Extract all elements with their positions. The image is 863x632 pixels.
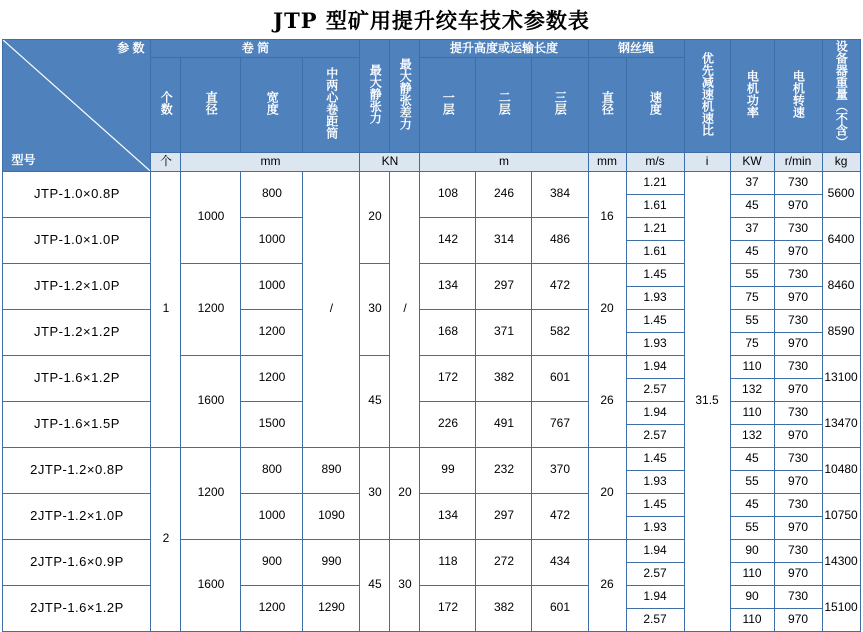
cell-motor-speed: 730 <box>774 401 822 424</box>
cell-motor-speed: 970 <box>774 286 822 309</box>
cell-max-static-tension: 45 <box>360 355 390 447</box>
cell-center-distance: / <box>303 171 360 447</box>
col-layer1: 一层 <box>420 58 476 153</box>
cell-width: 900 <box>241 539 303 585</box>
cell-layer1: 108 <box>420 171 476 217</box>
diagonal-slash-icon <box>3 40 150 171</box>
cell-motor-power: 45 <box>730 194 774 217</box>
cell-diameter: 1600 <box>181 355 241 447</box>
cell-rope-diameter: 20 <box>588 263 626 355</box>
cell-model: JTP-1.6×1.5P <box>3 401 151 447</box>
cell-diameter: 1600 <box>181 539 241 631</box>
group-lift-height: 提升高度或运输长度 <box>420 40 588 58</box>
cell-count: 1 <box>151 171 181 447</box>
cell-weight: 15100 <box>822 585 860 631</box>
cell-motor-power: 110 <box>730 401 774 424</box>
corner-param-label: 参 数 <box>117 41 145 55</box>
cell-layer2: 272 <box>476 539 532 585</box>
cell-weight: 10480 <box>822 447 860 493</box>
cell-max-static-tension: 45 <box>360 539 390 631</box>
cell-speed: 2.57 <box>626 608 684 631</box>
cell-layer2: 297 <box>476 263 532 309</box>
cell-motor-power: 45 <box>730 240 774 263</box>
col-count: 个数 <box>151 58 181 153</box>
cell-motor-speed: 970 <box>774 608 822 631</box>
table-row <box>3 447 860 470</box>
cell-layer2: 382 <box>476 585 532 631</box>
cell-diameter: 1200 <box>181 263 241 355</box>
cell-layer3: 472 <box>532 263 588 309</box>
cell-width: 800 <box>241 171 303 217</box>
cell-motor-power: 75 <box>730 286 774 309</box>
cell-center-distance: 1090 <box>303 493 360 539</box>
cell-motor-speed: 970 <box>774 516 822 539</box>
cell-speed: 2.57 <box>626 378 684 401</box>
cell-width: 1000 <box>241 263 303 309</box>
cell-motor-speed: 730 <box>774 217 822 240</box>
cell-speed: 1.94 <box>626 585 684 608</box>
cell-rope-diameter: 26 <box>588 355 626 447</box>
cell-motor-speed: 970 <box>774 470 822 493</box>
cell-motor-power: 132 <box>730 378 774 401</box>
cell-width: 1200 <box>241 309 303 355</box>
cell-layer2: 297 <box>476 493 532 539</box>
cell-model: 2JTP-1.6×1.2P <box>3 585 151 631</box>
cell-layer2: 232 <box>476 447 532 493</box>
col-max-static-tension: 最大静张力 <box>360 40 390 153</box>
unit-tension: KN <box>360 152 420 171</box>
cell-width: 1200 <box>241 585 303 631</box>
cell-motor-speed: 970 <box>774 378 822 401</box>
cell-speed: 1.61 <box>626 194 684 217</box>
cell-max-static-tension-diff: 30 <box>390 539 420 631</box>
cell-weight: 13470 <box>822 401 860 447</box>
cell-model: JTP-1.0×0.8P <box>3 171 151 217</box>
table-row <box>3 539 860 562</box>
cell-center-distance: 990 <box>303 539 360 585</box>
col-motor-speed: 电机转速 <box>774 40 822 153</box>
cell-max-static-tension: 20 <box>360 171 390 263</box>
cell-speed: 1.45 <box>626 447 684 470</box>
cell-max-static-tension: 30 <box>360 447 390 539</box>
cell-diameter: 1200 <box>181 447 241 539</box>
cell-layer2: 491 <box>476 401 532 447</box>
cell-motor-power: 55 <box>730 470 774 493</box>
cell-layer1: 168 <box>420 309 476 355</box>
cell-motor-speed: 970 <box>774 240 822 263</box>
col-ratio: 优先减速机速比 <box>684 40 730 153</box>
group-wire-rope: 钢丝绳 <box>588 40 684 58</box>
cell-motor-speed: 730 <box>774 585 822 608</box>
cell-layer2: 382 <box>476 355 532 401</box>
cell-width: 1500 <box>241 401 303 447</box>
cell-speed: 1.93 <box>626 470 684 493</box>
cell-speed: 1.93 <box>626 332 684 355</box>
cell-motor-power: 45 <box>730 493 774 516</box>
col-weight: 设备器重量（不含） <box>822 40 860 153</box>
col-layer3: 三层 <box>532 58 588 153</box>
group-drum: 卷 筒 <box>151 40 360 58</box>
table-row <box>3 493 860 516</box>
cell-rope-diameter: 20 <box>588 447 626 539</box>
cell-layer3: 370 <box>532 447 588 493</box>
cell-weight: 5600 <box>822 171 860 217</box>
table-row <box>3 263 860 286</box>
unit-ratio: i <box>684 152 730 171</box>
cell-weight: 8460 <box>822 263 860 309</box>
unit-rope-diameter: mm <box>588 152 626 171</box>
col-center-distance: 中两心卷距筒 <box>303 58 360 153</box>
cell-layer1: 172 <box>420 585 476 631</box>
cell-weight: 8590 <box>822 309 860 355</box>
cell-motor-power: 132 <box>730 424 774 447</box>
spec-table <box>2 39 860 632</box>
unit-lift: m <box>420 152 588 171</box>
col-layer2: 二层 <box>476 58 532 153</box>
cell-motor-speed: 730 <box>774 171 822 194</box>
col-width: 宽度 <box>241 58 303 153</box>
cell-layer2: 314 <box>476 217 532 263</box>
cell-layer1: 142 <box>420 217 476 263</box>
cell-width: 800 <box>241 447 303 493</box>
col-max-static-tension-diff: 最大静张差力 <box>390 40 420 153</box>
cell-motor-power: 45 <box>730 447 774 470</box>
cell-speed: 1.45 <box>626 309 684 332</box>
corner-inner <box>3 40 150 171</box>
cell-motor-speed: 970 <box>774 424 822 447</box>
cell-layer1: 226 <box>420 401 476 447</box>
cell-motor-power: 110 <box>730 608 774 631</box>
cell-weight: 6400 <box>822 217 860 263</box>
col-speed: 速度 <box>626 58 684 153</box>
cell-layer3: 767 <box>532 401 588 447</box>
table-row <box>3 585 860 608</box>
cell-layer2: 371 <box>476 309 532 355</box>
cell-motor-speed: 730 <box>774 539 822 562</box>
cell-speed: 1.93 <box>626 286 684 309</box>
cell-motor-speed: 970 <box>774 332 822 355</box>
cell-motor-power: 90 <box>730 585 774 608</box>
col-motor-power: 电机功率 <box>730 40 774 153</box>
page-title: JTP 型矿用提升绞车技术参数表 <box>273 8 590 33</box>
table-row <box>3 171 860 194</box>
cell-motor-power: 55 <box>730 309 774 332</box>
cell-motor-power: 55 <box>730 516 774 539</box>
cell-model: 2JTP-1.2×1.0P <box>3 493 151 539</box>
cell-layer3: 486 <box>532 217 588 263</box>
cell-layer3: 472 <box>532 493 588 539</box>
cell-motor-power: 110 <box>730 562 774 585</box>
cell-motor-power: 37 <box>730 171 774 194</box>
cell-width: 1200 <box>241 355 303 401</box>
unit-count: 个 <box>151 152 181 171</box>
corner-cell <box>3 40 151 172</box>
cell-ratio: 31.5 <box>684 171 730 631</box>
table-body <box>3 171 860 631</box>
cell-motor-power: 37 <box>730 217 774 240</box>
unit-motor-speed: r/min <box>774 152 822 171</box>
cell-speed: 1.45 <box>626 493 684 516</box>
cell-model: 2JTP-1.2×0.8P <box>3 447 151 493</box>
header-row-1 <box>3 40 860 58</box>
cell-motor-power: 110 <box>730 355 774 378</box>
cell-motor-speed: 970 <box>774 194 822 217</box>
table-row <box>3 401 860 424</box>
cell-model: JTP-1.2×1.0P <box>3 263 151 309</box>
corner-model-label: 型号 <box>11 153 36 167</box>
cell-model: 2JTP-1.6×0.9P <box>3 539 151 585</box>
cell-motor-speed: 970 <box>774 562 822 585</box>
cell-count: 2 <box>151 447 181 631</box>
cell-speed: 1.93 <box>626 516 684 539</box>
cell-max-static-tension-diff: / <box>390 171 420 447</box>
cell-model: JTP-1.2×1.2P <box>3 309 151 355</box>
col-rope-diameter: 直径 <box>588 58 626 153</box>
cell-speed: 1.94 <box>626 539 684 562</box>
cell-layer1: 134 <box>420 493 476 539</box>
cell-width: 1000 <box>241 493 303 539</box>
cell-speed: 1.21 <box>626 171 684 194</box>
cell-layer3: 582 <box>532 309 588 355</box>
cell-model: JTP-1.0×1.0P <box>3 217 151 263</box>
cell-speed: 1.94 <box>626 355 684 378</box>
cell-speed: 1.61 <box>626 240 684 263</box>
unit-motor-power: KW <box>730 152 774 171</box>
cell-speed: 1.45 <box>626 263 684 286</box>
cell-motor-speed: 730 <box>774 309 822 332</box>
cell-layer3: 384 <box>532 171 588 217</box>
cell-center-distance: 890 <box>303 447 360 493</box>
unit-speed: m/s <box>626 152 684 171</box>
cell-motor-speed: 730 <box>774 493 822 516</box>
table-head <box>3 40 860 172</box>
cell-layer1: 118 <box>420 539 476 585</box>
cell-model: JTP-1.6×1.2P <box>3 355 151 401</box>
table-row <box>3 217 860 240</box>
cell-speed: 1.94 <box>626 401 684 424</box>
cell-motor-power: 90 <box>730 539 774 562</box>
cell-motor-power: 55 <box>730 263 774 286</box>
cell-layer3: 601 <box>532 585 588 631</box>
cell-width: 1000 <box>241 217 303 263</box>
cell-rope-diameter: 16 <box>588 171 626 263</box>
table-row <box>3 309 860 332</box>
cell-speed: 2.57 <box>626 562 684 585</box>
cell-rope-diameter: 26 <box>588 539 626 631</box>
cell-motor-power: 75 <box>730 332 774 355</box>
cell-motor-speed: 730 <box>774 447 822 470</box>
col-diameter: 直径 <box>181 58 241 153</box>
unit-drum: mm <box>181 152 360 171</box>
cell-layer1: 172 <box>420 355 476 401</box>
cell-layer3: 434 <box>532 539 588 585</box>
cell-motor-speed: 730 <box>774 355 822 378</box>
table-row <box>3 355 860 378</box>
cell-speed: 1.21 <box>626 217 684 240</box>
cell-max-static-tension-diff: 20 <box>390 447 420 539</box>
unit-weight: kg <box>822 152 860 171</box>
cell-weight: 13100 <box>822 355 860 401</box>
cell-weight: 14300 <box>822 539 860 585</box>
cell-layer3: 601 <box>532 355 588 401</box>
cell-layer1: 134 <box>420 263 476 309</box>
cell-layer1: 99 <box>420 447 476 493</box>
cell-weight: 10750 <box>822 493 860 539</box>
cell-motor-speed: 730 <box>774 263 822 286</box>
cell-diameter: 1000 <box>181 171 241 263</box>
cell-max-static-tension: 30 <box>360 263 390 355</box>
cell-layer2: 246 <box>476 171 532 217</box>
cell-speed: 2.57 <box>626 424 684 447</box>
cell-center-distance: 1290 <box>303 585 360 631</box>
